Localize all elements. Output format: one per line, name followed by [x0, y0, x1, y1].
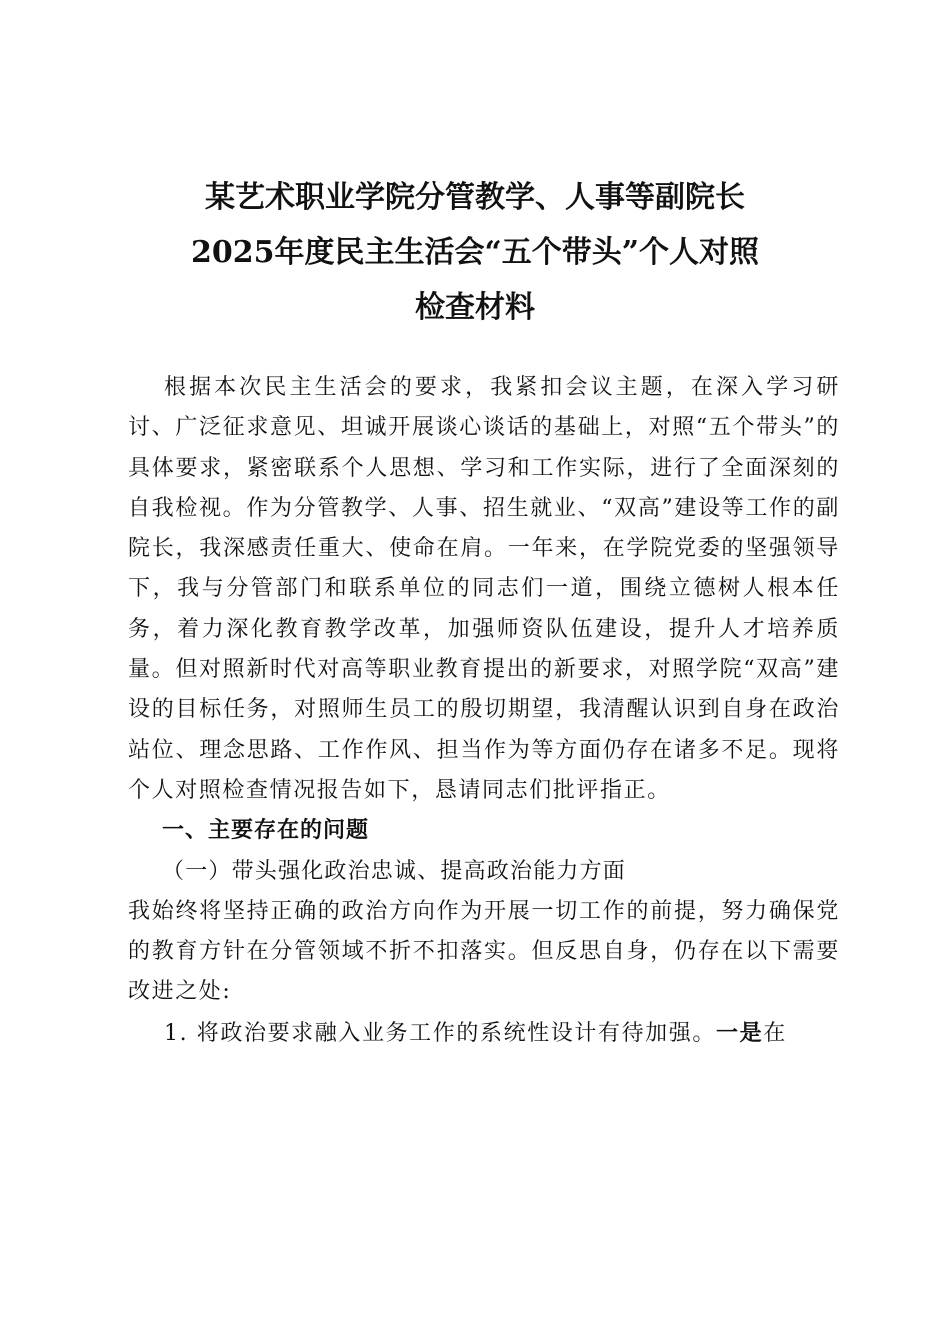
- title-line-2: 2025年度民主生活会“五个带头”个人对照: [190, 235, 759, 270]
- list-item-1-emphasis: 一是: [716, 1019, 764, 1046]
- list-item-1-text: 1. 将政治要求融入业务工作的系统性设计有待加强。: [164, 1020, 716, 1046]
- document-title: [100, 170, 850, 335]
- title-line-3: 检查材料: [415, 290, 535, 325]
- subsection-paragraph: 我始终将坚持正确的政治方向作为开展一切工作的前提，努力确保党的教育方针在分管领域不折不扣落实。但反思自身，仍存在以下需要改进之处:: [128, 898, 840, 1005]
- intro-paragraph: 根据本次民主生活会的要求，我紧扣会议主题，在深入学习研讨、广泛征求意见、坦诚开展谈心谈话的基础上，对照“五个带头”的具体要求，紧密联系个人思想、学习和工作实际，进行了全面深刻的自我检视。作为分管教学、人事、招生就业、“双高”建设等工作的副院长，我深感责任重大、使命在肩。一年来，在学院党委的坚强领导下，我与分管部门和联系单位的同志们一道，围绕立德树人根本任务，着力深化教育教学改革，加强师资队伍建设，提升人才培养质量。但对照新时代对高等职业教育提出的新要求，对照学院“双高”建设的目标任务，对照师生员工的殷切期望，我清醒认识到自身在政治站位、理念思路、工作作风、担当作为等方面仍存在诸多不足。现将个人对照检查情况报告如下，恳请同志们批评指正。: [128, 375, 840, 803]
- title-line-1: 某艺术职业学院分管教学、人事等副院长: [205, 180, 745, 215]
- section-heading-problems: 一、主要存在的问题: [162, 818, 370, 844]
- list-item-1: [128, 1013, 840, 1054]
- list-item-1-tail: 在: [763, 1020, 787, 1046]
- document-body: [128, 368, 840, 1054]
- subsection-heading-political-loyalty: （一）带头强化政治忠诚、提高政治能力方面: [162, 858, 627, 884]
